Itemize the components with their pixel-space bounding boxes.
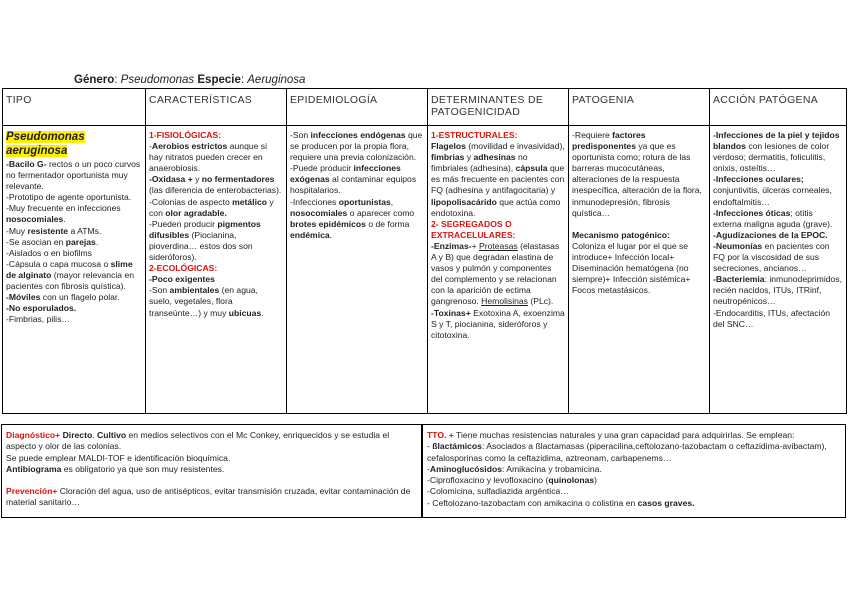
table-header-row	[3, 89, 847, 126]
col-header-patogenia: PATOGENIA	[569, 89, 710, 126]
cell-caracteristicas: 1-FISIOLÓGICAS: -Aerobios estrictos aunque si hay nitratos pueden crecer en anaerobiosis. -Oxidasa + y no fermentadores (las diferencia de enterobacterias). -Colonias de aspecto metálico y con olor agradable. -Pueden producir pigmentos difusibles (Piocianina, pioverdina… estos dos son sideróforos). 2-ECOLÓGICAS: -Poco exigentes -Son ambientales (en agua, suelo, vegetales, flora transeúnte…) y muy ubicuas.	[146, 126, 287, 414]
page-title: Género: Pseudomonas Especie: Aeruginosa	[74, 74, 306, 86]
cell-determinantes: 1-ESTRUCTURALES: Flagelos (movilidad e invasividad), fimbrias y adhesinas no fimbriales (adhesina), cápsula que es más frecuente en pacientes con FQ (adhesina y antifagocitaria) y lipopolisacárido que actúa como endotoxina. 2- SEGREGADOS O EXTRACELULARES: -Enzimas-+ Proteasas (elastasas A y B) que degradan elastina de vasos y pulmón y componentes del complemento y se relacionan con la aparición de ectima gangrenoso. Hemolisinas (PLc). -Toxinas+ Exotoxina A, exoenzima S y T, piocianina, sideróforos y citotoxina.	[428, 126, 569, 414]
cell-accion: -Infecciones de la piel y tejidos blandos con lesiones de color verdoso; dermatitis, foliculitis, onixis, osteítis… -Infecciones oculares; conjuntivitis, úlceras corneales, endoftalmitis… -Infecciones óticas; otitis externa maligna aguda (grave). -Agudizaciones de la EPOC. -Neumonías en pacientes con FQ por la viscosidad de sus secreciones, ancianos… -Bacteriemia: inmunodeprimidos, recién nacidos, ITUs, ITRinf, neutropénicos… -Endocarditis, ITUs, afectación del SNC…	[710, 126, 847, 414]
col-header-epidemiologia: EPIDEMIOLOGÍA	[287, 89, 428, 126]
col-header-determinantes: DETERMINANTES DE PATOGENICIDAD	[428, 89, 569, 126]
table-row	[3, 126, 847, 414]
cell-epidemiologia: -Son infecciones endógenas que se producen por la propia flora, requiere una previa colonización. -Puede producir infecciones exógenas al contaminar equipos hospitalarios. -Infecciones oportunistas, nosocomiales o aparecer como brotes epidémicos o de forma endémica.	[287, 126, 428, 414]
tratamiento-box: TTO. + Tiene muchas resistencias naturales y una gran capacidad para adquirirlas. Se emplean: - ßlactámicos: Asociados a ßlactamasas (piperacilina,ceftolozano-tazobactam o ceftazidima-avibactam), cefalosporinas como la ceftazidima, aztreonam, carbapenems… -Aminoglucósidos: Amikacina y trobamicina. -Ciprofloxacino y levofloxacino (quinolonas) -Colomicina, sulfadiazida argéntica… - Ceftolozano-tazobactam con amikacina o colistina en casos graves.	[422, 424, 846, 518]
col-header-caracteristicas: CARACTERÍSTICAS	[146, 89, 287, 126]
diagnostico-box: Diagnóstico+ Directo. Cultivo en medios selectivos con el Mc Conkey, enriquecidos y se estudia el aspecto y olor de las colonias. Se puede emplear MALDI-TOF e identificación bioquímica. Antibiograma es obligatorio ya que son muy resistentes. Prevención+ Cloración del agua, uso de antisépticos, evitar transmisión cruzada, evitar contaminación de material sanitario…	[1, 424, 422, 518]
species-name: Pseudomonas aeruginosa	[6, 131, 85, 157]
col-header-tipo: TIPO	[3, 89, 146, 126]
cell-patogenia: -Requiere factores predisponentes ya que es oportunista como; rotura de las barreras mucocutáneas, alteraciones de la respuesta inespecífica, alteración de la flora, inmunodepresión, fibrosis quística… Mecanismo patogénico: Coloniza el lugar por el que se introduce+ Infección local+ Diseminación hematógena (no siempre)+ Infección sistémica+ Focos metastásicos.	[569, 126, 710, 414]
col-header-accion: ACCIÓN PATÓGENA	[710, 89, 847, 126]
cell-tipo: Pseudomonas aeruginosa -Bacilo G- rectos o un poco curvos no fermentador oportunista muy relevante. -Prototipo de agente oportunista. -Muy frecuente en infecciones nosocomiales. -Muy resistente a ATMs. -Se asocian en parejas. -Aislados o en biofilms -Cápsula o capa mucosa o slime de alginato (mayor relevancia en pacientes con fibrosis quística). -Móviles con un flagelo polar. -No esporulados. -Fimbrias, pilis…	[3, 126, 146, 414]
prevencion-text: Prevención+ Cloración del agua, uso de antisépticos, evitar transmisión cruzada, evitar contaminación de material sanitario…	[6, 486, 411, 508]
pseudomonas-table	[2, 88, 847, 414]
